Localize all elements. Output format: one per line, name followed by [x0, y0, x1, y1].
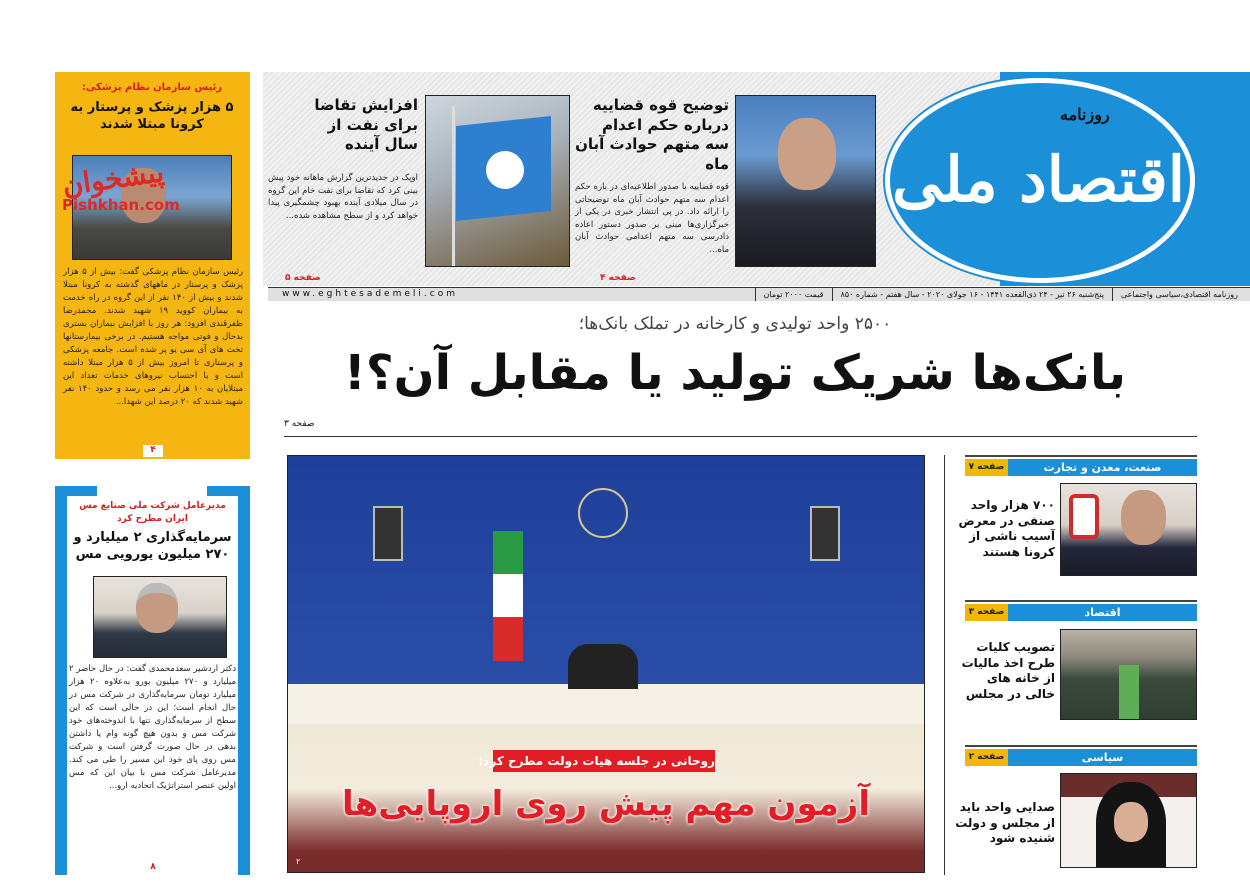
- section-name[interactable]: سیاسی: [1008, 749, 1197, 766]
- lead-headline[interactable]: بانک‌ها شریک تولید یا مقابل آن؟!: [343, 345, 1127, 401]
- section-page[interactable]: صفحه ۳: [965, 604, 1008, 621]
- main-photo-page: ۲: [296, 857, 301, 866]
- box-title[interactable]: سرمایه‌گذاری ۲ میلیارد و ۲۷۰ میلیون یورویی مس: [73, 530, 232, 562]
- section-headline[interactable]: صدایی واحد باید از مجلس و دولت شنیده شود: [955, 800, 1055, 846]
- top-story-2-body: اوپک در جدیدترین گزارش ماهانه خود پیش بینی کرد که تقاضا برای نفت خام این گروه در سال میلادی آینده بهبود چشمگیری پیدا خواهد کرد و از سطح مشاهده شده...: [268, 173, 418, 221]
- price: قیمت ۲۰۰۰ تومان: [755, 288, 832, 301]
- box-body: رئیس سازمان نظام پزشکی گفت: بیش از ۵ هزار پزشک و پرستار در ماههای گذشته به کرونا مبتلا شدند و بیش از ۱۴۰ نفر از این گروه در راه خدمت به بیماران کووید ۱۹ شهید شدند. محمدرضا ظفرقندی افزود: هر روز با افزایش بیماران بستری بدحال و فوتی مواجه هستیم. در برخی بیمارستانها تخت های آی سی یو پر شده است. جامعه پزشکی و پرستاری تا امروز بیش از ۵ هزار مبتلا داشته است و با احتساب نیروهای خدمات تعداد این مبتلایان به ۱۰ هزار نفر می رسد و حدود ۱۴۰ نفر شهید شدند که ۲۰ درصد این شهدا...: [63, 267, 244, 407]
- section-headline[interactable]: تصویب کلیات طرح اخذ مالیات از خانه های خالی در مجلس: [961, 640, 1055, 701]
- section-name[interactable]: اقتصاد: [1008, 604, 1197, 621]
- section-page[interactable]: صفحه ۷: [965, 459, 1008, 476]
- top-story-2-page[interactable]: صفحه ۵: [285, 273, 321, 283]
- logo-main-text: اقتصاد ملی: [892, 143, 1185, 216]
- lead-kicker: ۲۵۰۰ واحد تولیدی و کارخانه در تملک بانک‌ها؛: [578, 314, 892, 334]
- box-kicker: مدیرعامل شرکت ملی صنایع مس ایران مطرح کرد: [79, 501, 226, 524]
- medical-council-box: [55, 72, 250, 459]
- box-kicker: رئیس سازمان نظام پزشکی:: [81, 82, 223, 93]
- box-page[interactable]: ۸: [150, 862, 156, 872]
- top-story-1-body: قوه قضاییه با صدور اطلاعیه‌ای در باره حکم اعدام سه متهم حوادث آبان ماه توضیحاتی را ارائه داد. در پی انتشار خبری در یکی از خبرگزاری‌ها مبنی بر صدور دستور اعاده دادرسی سه متهم اعدامی حوادث آبان ماه...: [575, 182, 729, 255]
- top-story-1-page[interactable]: صفحه ۴: [600, 273, 636, 283]
- main-photo-kicker: روحانی در جلسه هیات دولت مطرح کرد:: [493, 750, 715, 772]
- watermark-logo: [60, 155, 180, 214]
- lead-page[interactable]: صفحه ۳: [284, 419, 315, 429]
- top-story-2-title[interactable]: افزایش تقاضا برای نفت از سال آینده: [314, 96, 418, 153]
- copper-company-box: [55, 486, 250, 875]
- section-page[interactable]: صفحه ۲: [965, 749, 1008, 766]
- mp-photo: [1060, 773, 1197, 868]
- box-body: دکتر اردشیر سعدمحمدی گفت: در حال حاضر ۲ میلیارد و ۲۷۰ میلیون یورو به‌علاوه ۲۰ هزار میلیارد تومان سرمایه‌گذاری در شرکت مس در حال انجام است؛ این در حالی است که این سطح از سرمایه‌گذاری تنها با اندوخته‌های خود شرکت مس و بدون هیچ گونه وام یا داشتن بدهی در حال صورت گرفتن است و شرکت مس روی پای خود این مسیر را طی می کند. مدیرعامل شرکت مس با بیان این که مس اولین عنصر استراتژیک اتحادیه ارو...: [69, 664, 236, 791]
- issue-date: پنج‌شنبه ۲۶ تیر - ۲۴ ذی‌القعده ۱۴۴۱ - ۱۶ جولای ۲۰۲۰ - سال هفتم - شماره ۸۵۰: [832, 288, 1112, 301]
- main-photo-headline[interactable]: آزمون مهم پیش روی اروپایی‌ها: [341, 784, 871, 824]
- watermark-latin: Pishkhan.com: [62, 196, 180, 214]
- info-bar: [268, 287, 1250, 301]
- top-story-1-title[interactable]: توضیح قوه قضاییه درباره حکم اعدام سه متهم حوادث آبان ماه: [575, 96, 729, 173]
- newspaper-logo: [885, 78, 1195, 283]
- copper-ceo-photo: [93, 576, 227, 658]
- watermark-persian: پیشخوان: [60, 155, 166, 203]
- tagline: روزنامه اقتصادی،سیاسی واجتماعی: [1112, 288, 1246, 301]
- logo-small-text: روزنامه: [1060, 105, 1110, 124]
- opec-flag-photo: [425, 95, 570, 267]
- website-link[interactable]: www.eghtesademeli.com: [282, 289, 458, 299]
- box-page[interactable]: ۴: [143, 445, 163, 457]
- judiciary-spokesman-photo: [735, 95, 876, 267]
- industry-official-photo: [1060, 483, 1197, 576]
- box-title[interactable]: ۵ هزار پزشک و پرستار به کرونا مبتلا شدند: [70, 100, 234, 132]
- parliament-photo: [1060, 629, 1197, 720]
- column-divider: [944, 455, 945, 875]
- section-name[interactable]: صنعت، معدن و تجارت: [1008, 459, 1197, 476]
- section-headline[interactable]: ۷۰۰ هزار واحد صنفی در معرض آسیب ناشی از کرونا هستند: [958, 498, 1055, 559]
- lead-divider: [284, 436, 1197, 437]
